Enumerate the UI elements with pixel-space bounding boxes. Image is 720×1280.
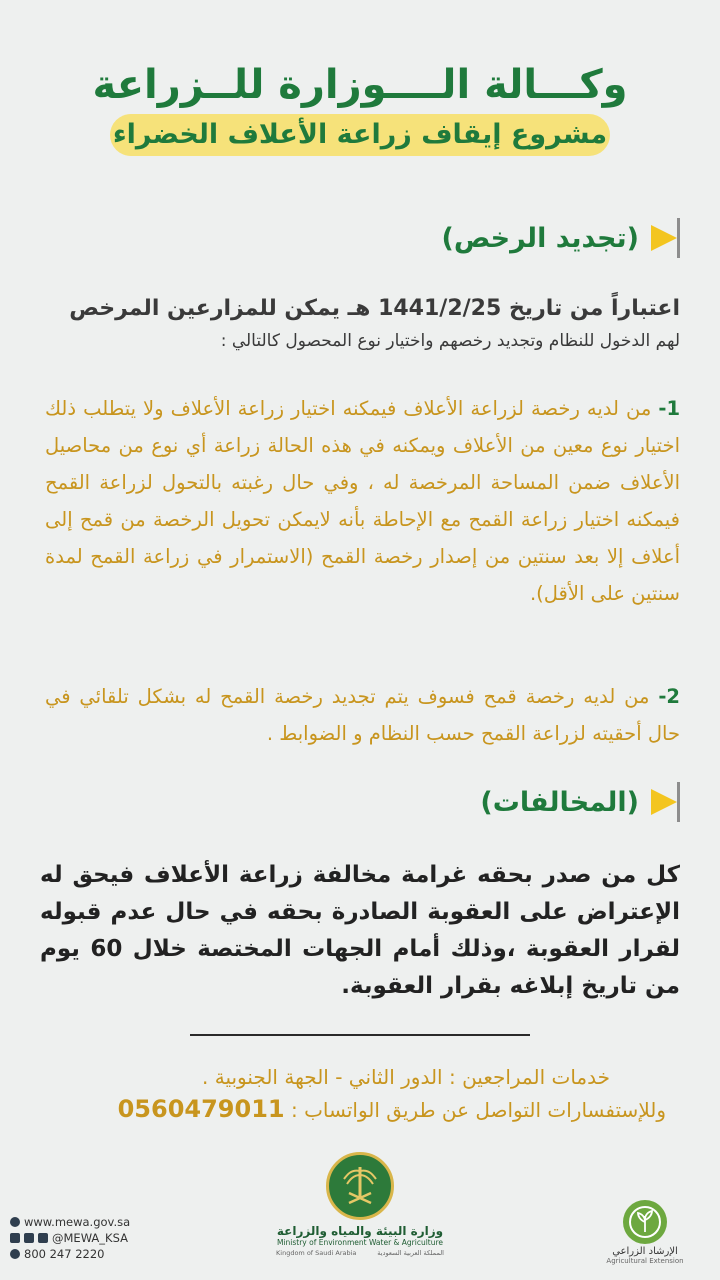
intro-line-1: اعتباراً من تاريخ 1441/2/25 هـ يمكن للمزارعين المرخص (69, 296, 680, 321)
instagram-icon[interactable] (38, 1233, 48, 1243)
item-1-number: 1- (658, 397, 681, 420)
tollfree-number[interactable]: 800 247 2220 (24, 1247, 105, 1261)
violations-text: كل من صدر بحقه غرامة مخالفة زراعة الأعلاف فيحق له الإعتراض على العقوبة الصادرة بحقه في حال عدم قبوله لقرار العقوبة ،وذلك أمام الجهات المختصة خلال 60 يوم من تاريخ إبلاغه بقرار العقوبة. (40, 862, 681, 999)
phone-icon (10, 1249, 20, 1259)
extension-name-en: Agricultural Extension (606, 1257, 684, 1265)
ministry-logo (270, 1152, 450, 1257)
website-row (10, 1214, 130, 1230)
inquiries-line (60, 1092, 666, 1127)
ministry-name-en: Ministry of Environment Water & Agriculture (276, 1238, 444, 1247)
inquiries-text: وللإستفسارات التواصل عن طريق الواتساب : (290, 1098, 666, 1122)
whatsapp-phone[interactable]: 0560479011 (117, 1095, 285, 1123)
kingdom-en: Kingdom of Saudi Arabia (276, 1249, 357, 1257)
flag-icon (651, 218, 680, 258)
tollfree-row (10, 1246, 130, 1262)
project-title: مشروع إيقاف زراعة الأعلاف الخضراء (110, 114, 610, 156)
renewal-item-2 (45, 678, 680, 752)
twitter-icon[interactable] (10, 1233, 20, 1243)
ministry-emblem (326, 1152, 394, 1220)
item-2-number: 2- (658, 685, 680, 708)
renewal-heading (442, 218, 681, 258)
ministry-name-ar: وزارة البيئة والمياه والزراعة (276, 1224, 444, 1238)
flag-icon (651, 782, 680, 822)
contact-info (10, 1214, 130, 1262)
renewal-intro (40, 292, 680, 356)
renewal-heading-text: (تجديد الرخص) (441, 222, 639, 254)
social-row (10, 1230, 130, 1246)
violations-heading (480, 782, 680, 822)
divider (190, 1034, 530, 1036)
agency-title: وكـــالة الــــوزارة للــزراعة (92, 62, 628, 108)
renewal-item-1 (45, 390, 680, 612)
violations-heading-text: (المخالفات) (480, 786, 639, 818)
services-line: خدمات المراجعين : الدور الثاني - الجهة الجنوبية . (202, 1065, 610, 1089)
intro-line-2: لهم الدخول للنظام وتجديد رخصهم واختيار نوع المحصول كالتالي : (220, 331, 680, 351)
kingdom-line (270, 1249, 450, 1257)
facebook-icon[interactable] (24, 1233, 34, 1243)
website-link[interactable]: www.mewa.gov.sa (24, 1215, 131, 1229)
extension-logo-block (600, 1200, 690, 1265)
globe-icon (10, 1217, 20, 1227)
item-2-text: من لديه رخصة قمح فسوف يتم تجديد رخصة القمح له بشكل تلقائي في حال أحقيته لزراعة القمح حسب النظام و الضوابط . (45, 685, 680, 745)
kingdom-ar: المملكة العربية السعودية (377, 1249, 444, 1257)
extension-logo (623, 1200, 667, 1244)
social-handle[interactable]: @MEWA_KSA (52, 1231, 128, 1245)
extension-name-ar: الإرشاد الزراعي (612, 1246, 678, 1257)
item-1-text: من لديه رخصة لزراعة الأعلاف فيمكنه اختيار زراعة الأعلاف ولا يتطلب ذلك اختيار نوع معين من الأعلاف ويمكنه في هذه الحالة زراعة أي نوع من محاصيل الأعلاف ضمن المساحة المرخصة له ، وفي حال رغبته بالتحول لزراعة القمح فيمكنه اختيار زراعة القمح مع الإحاطة بأنه لايمكن تحويل الرخصة من قمح إلى أعلاف إلا بعد سنتين من إصدار رخصة القمح (الاستمرار في زراعة القمح لمدة سنتين على الأقل). (45, 397, 680, 605)
